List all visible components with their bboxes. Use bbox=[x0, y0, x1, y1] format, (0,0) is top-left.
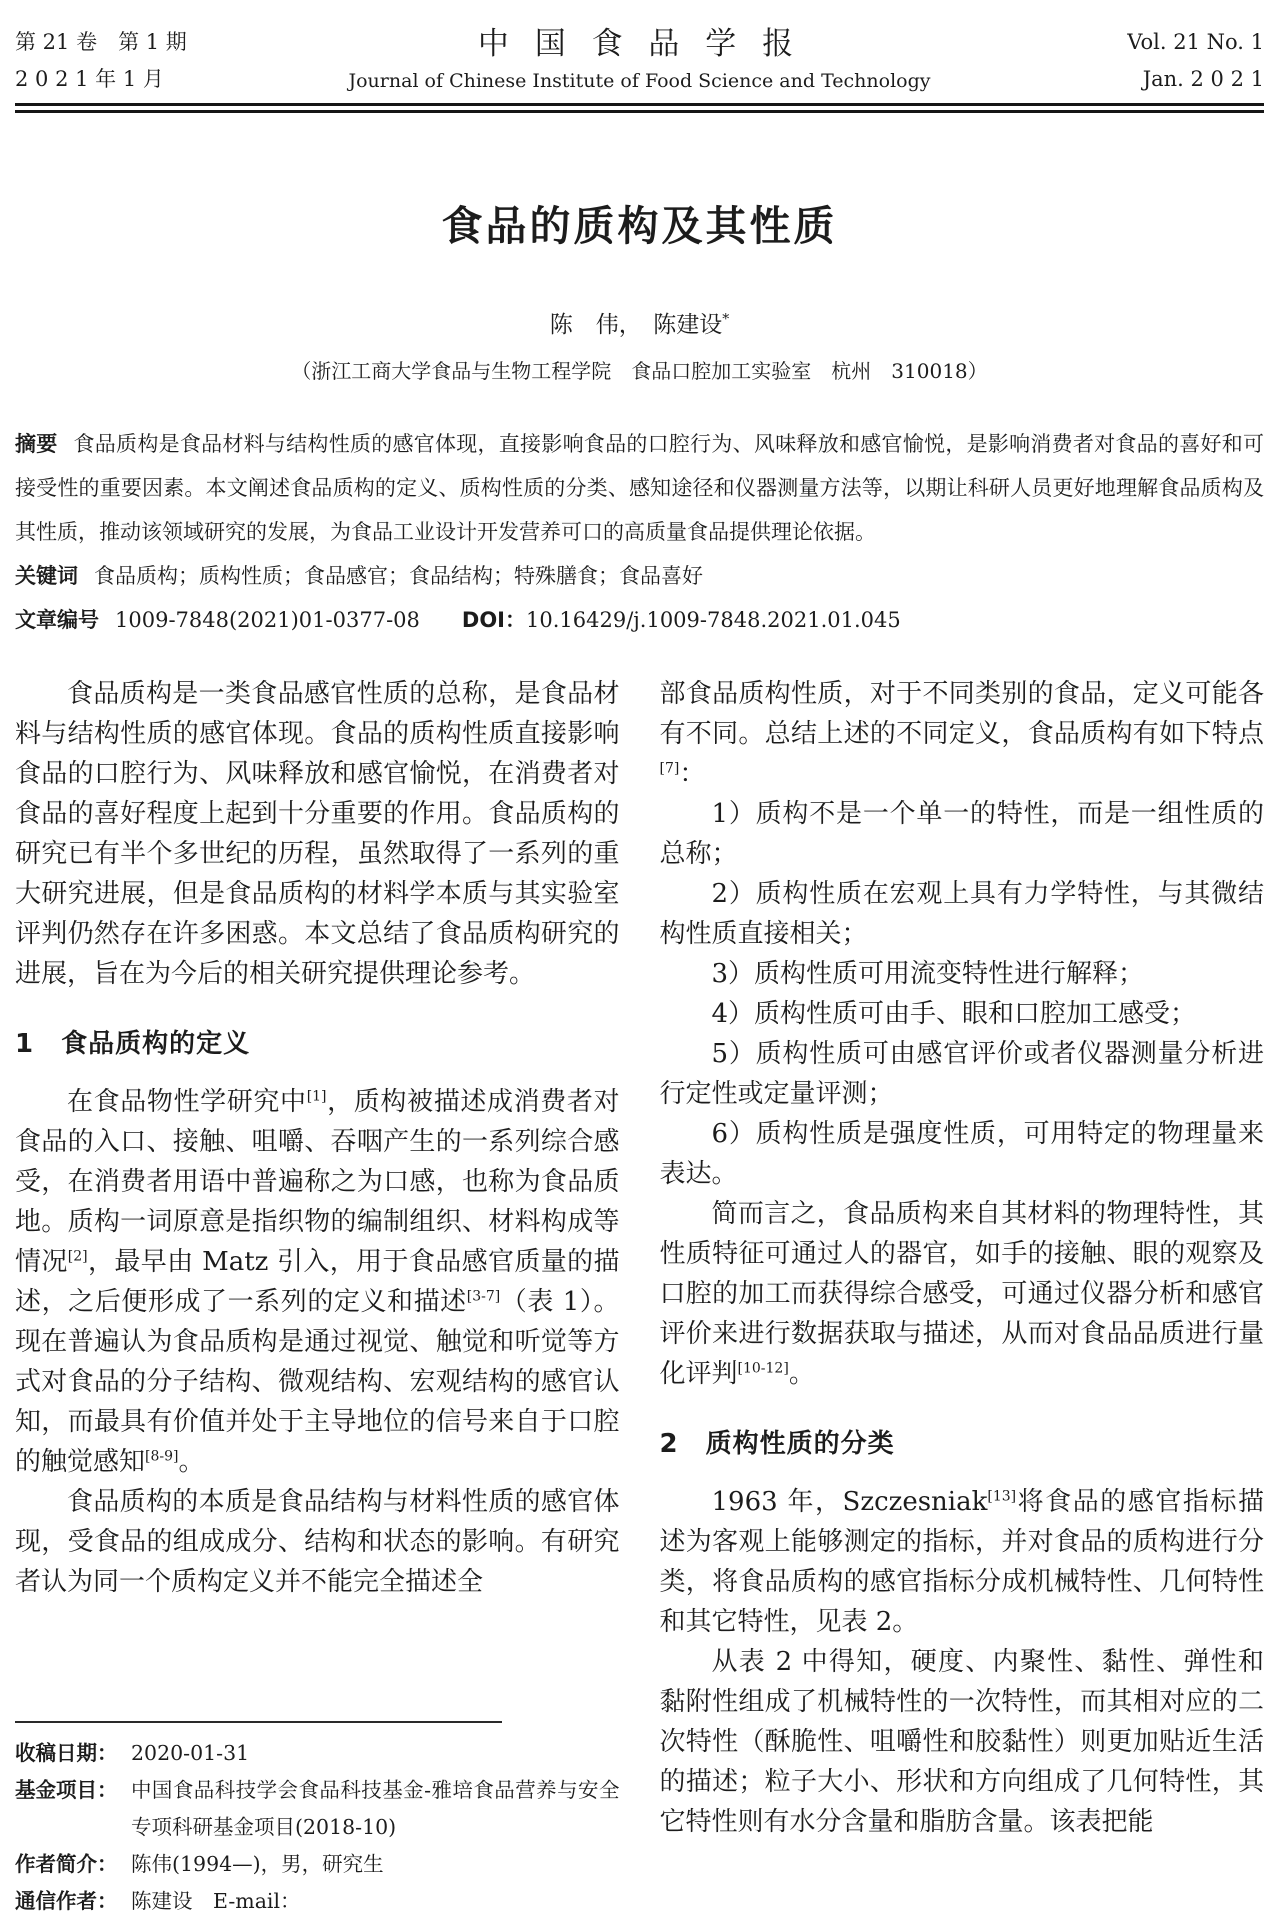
section-heading bbox=[15, 1024, 620, 1064]
article-title: 食品的质构及其性质 bbox=[441, 202, 838, 250]
paragraph bbox=[660, 874, 1265, 954]
journal-masthead bbox=[15, 24, 1264, 98]
text-run: 2）质构性质在宏观上具有力学特性，与其微结构性质直接相关； bbox=[659, 879, 1264, 949]
article-authors bbox=[15, 306, 1264, 339]
text-run: 2 质构性质的分类 bbox=[659, 1429, 895, 1459]
footnote-text: 陈建设 E-mail： bbox=[131, 1889, 301, 1913]
text-run: 1）质构不是一个单一的特性，而是一组性质的总称； bbox=[659, 799, 1264, 869]
paragraph bbox=[660, 674, 1265, 794]
paragraph bbox=[15, 674, 620, 994]
reference-superscript: [1] bbox=[306, 1088, 327, 1105]
text-run: ，质构被描述成消费者对食品的入口、接触、咀嚼、吞咽产生的一系列综合感受，在消费者用语中普遍称之为口感，也称为食品质地。质构一词原意是指织物的编制组织、材料构成等情况 bbox=[15, 1087, 620, 1277]
article-number-label: 文章编号 bbox=[15, 608, 99, 632]
text-run: 将食品的感官指标描述为客观上能够测定的指标，并对食品的质构进行分类，将食品质构的感官指标分成机械特性、几何特性和其它特性，见表 2。 bbox=[659, 1487, 1264, 1637]
section-heading bbox=[660, 1424, 1265, 1464]
left-column-text bbox=[15, 674, 620, 1602]
volume-issue-cn: 第 21 卷 第 1 期 bbox=[15, 30, 187, 54]
masthead-divider bbox=[15, 103, 1264, 113]
reference-superscript: [3-7] bbox=[466, 1288, 501, 1305]
volume-issue-en: Vol. 21 No. 1 bbox=[1127, 30, 1264, 54]
date-cn: 2 0 2 1 年 1 月 bbox=[15, 67, 164, 91]
body-columns bbox=[15, 674, 1264, 1926]
paragraph bbox=[660, 794, 1265, 874]
article-number-block bbox=[15, 598, 1264, 642]
masthead-volume-issue-en bbox=[1014, 24, 1264, 98]
footnote-text: 2020-01-31 bbox=[131, 1741, 250, 1765]
keywords-text: 食品质构；质构性质；食品感官；食品结构；特殊膳食；食品喜好 bbox=[94, 564, 703, 588]
masthead-volume-issue-cn bbox=[15, 24, 265, 98]
text-run: 4）质构性质可由手、眼和口腔加工感受； bbox=[711, 999, 1197, 1029]
paragraph bbox=[660, 1034, 1265, 1114]
footnote-row bbox=[15, 1772, 620, 1846]
footnote-label: 收稿日期： bbox=[15, 1741, 118, 1765]
text-run: 3）质构性质可用流变特性进行解释； bbox=[711, 959, 1145, 989]
paragraph bbox=[660, 1194, 1265, 1394]
footnote-row bbox=[15, 1846, 620, 1883]
corresponding-author-mark: * bbox=[722, 311, 730, 328]
journal-title-en: Journal of Chinese Institute of Food Science and Technology bbox=[348, 70, 931, 92]
reference-superscript: [13] bbox=[987, 1488, 1017, 1505]
text-run: ： bbox=[679, 759, 706, 789]
text-run: 部食品质构性质，对于不同类别的食品，定义可能各有不同。总结上述的不同定义，食品质构有如下特点 bbox=[659, 679, 1264, 749]
text-run: 简而言之，食品质构来自其材料的物理特性，其性质特征可通过人的器官，如手的接触、眼的观察及口腔的加工而获得综合感受，可通过仪器分析和感官评价来进行数据获取与描述，从而对食品品质进行量化评判 bbox=[659, 1199, 1264, 1389]
footnote-row bbox=[15, 1883, 620, 1920]
left-column bbox=[15, 674, 620, 1926]
footnote-block bbox=[15, 1721, 620, 1926]
paragraph bbox=[660, 1482, 1265, 1642]
masthead-journal-title bbox=[265, 24, 1014, 98]
footnote-text: 中国食品科技学会食品科技基金-雅培食品营养与安全专项科研基金项目(2018-10) bbox=[131, 1778, 620, 1839]
doi-value: 10.16429/j.1009-7848.2021.01.045 bbox=[526, 608, 901, 632]
right-column bbox=[660, 674, 1265, 1926]
paragraph bbox=[660, 954, 1265, 994]
footnote-label: 基金项目： bbox=[15, 1778, 118, 1802]
paragraph bbox=[660, 1114, 1265, 1194]
author-names: 陈 伟， 陈建设 bbox=[549, 312, 723, 338]
text-run: 1963 年，Szczesniak bbox=[711, 1487, 988, 1517]
footnote-divider bbox=[15, 1721, 502, 1723]
footnote-text: 陈伟(1994—)，男，研究生 bbox=[131, 1852, 384, 1876]
reference-superscript: [7] bbox=[659, 760, 680, 777]
keywords-block bbox=[15, 554, 1264, 598]
abstract-label: 摘要 bbox=[15, 432, 58, 456]
article-number-value: 1009-7848(2021)01-0377-08 bbox=[115, 608, 420, 632]
doi-label: DOI： bbox=[461, 608, 526, 632]
reference-superscript: [10-12] bbox=[737, 1360, 789, 1377]
text-run: 5）质构性质可由感官评价或者仪器测量分析进行定性或定量评测； bbox=[659, 1039, 1264, 1109]
text-run: 。 bbox=[178, 1447, 205, 1477]
text-run: （表 1）。现在普遍认为食品质构是通过视觉、触觉和听觉等方式对食品的分子结构、微观结构、宏观结构的感官认知，而最具有价值并处于主导地位的信号来自于口腔的触觉感知 bbox=[15, 1287, 620, 1477]
paragraph bbox=[15, 1082, 620, 1482]
article-affiliation: （浙江工商大学食品与生物工程学院 食品口腔加工实验室 杭州 310018） bbox=[291, 359, 988, 383]
text-run: 食品质构是一类食品感官性质的总称，是食品材料与结构性质的感官体现。食品的质构性质直接影响食品的口腔行为、风味释放和感官愉悦，在消费者对食品的喜好程度上起到十分重要的作用。食品质构的研究已有半个多世纪的历程，虽然取得了一系列的重大研究进展，但是食品质构的材料学本质与其实验室评判仍然存在许多困惑。本文总结了食品质构研究的进展，旨在为今后的相关研究提供理论参考。 bbox=[15, 679, 620, 989]
footnote-row bbox=[15, 1735, 620, 1772]
paragraph bbox=[15, 1482, 620, 1602]
journal-title-cn: 中 国 食 品 学 报 bbox=[477, 26, 802, 62]
footnote-label: 通信作者： bbox=[15, 1889, 118, 1913]
keywords-label: 关键词 bbox=[15, 564, 78, 588]
abstract-text: 食品质构是食品材料与结构性质的感官体现，直接影响食品的口腔行为、风味释放和感官愉悦，是影响消费者对食品的喜好和可接受性的重要因素。本文阐述食品质构的定义、质构性质的分类、感知途径和仪器测量方法等，以期让科研人员更好地理解食品质构及其性质，推动该领域研究的发展，为食品工业设计开发营养可口的高质量食品提供理论依据。 bbox=[15, 432, 1264, 544]
reference-superscript: [8-9] bbox=[145, 1448, 179, 1465]
paragraph bbox=[660, 994, 1265, 1034]
date-en: Jan. 2 0 2 1 bbox=[1142, 67, 1264, 91]
text-run: 食品质构的本质是食品结构与材料性质的感官体现，受食品的组成成分、结构和状态的影响。有研究者认为同一个质构定义并不能完全描述全 bbox=[15, 1487, 620, 1597]
abstract-block bbox=[15, 422, 1264, 554]
text-run: 6）质构性质是强度性质，可用特定的物理量来表达。 bbox=[659, 1119, 1264, 1189]
footnote-label: 作者简介： bbox=[15, 1852, 118, 1876]
text-run: ，最早由 Matz 引入，用于食品感官质量的描述，之后便形成了一系列的定义和描述 bbox=[15, 1247, 620, 1317]
article-meta bbox=[15, 422, 1264, 642]
text-run: 1 食品质构的定义 bbox=[15, 1029, 251, 1059]
reference-superscript: [2] bbox=[67, 1248, 88, 1265]
text-run: 在食品物性学研究中 bbox=[67, 1087, 307, 1117]
text-run: 。 bbox=[788, 1359, 815, 1389]
text-run: 从表 2 中得知，硬度、内聚性、黏性、弹性和黏附性组成了机械特性的一次特性，而其相对应的二次特性（酥脆性、咀嚼性和胶黏性）则更加贴近生活的描述；粒子大小、形状和方向组成了几何特性，其它特性则有水分含量和脂肪含量。该表把能 bbox=[659, 1647, 1264, 1837]
paragraph bbox=[660, 1642, 1265, 1842]
footnote-rows bbox=[15, 1735, 620, 1920]
